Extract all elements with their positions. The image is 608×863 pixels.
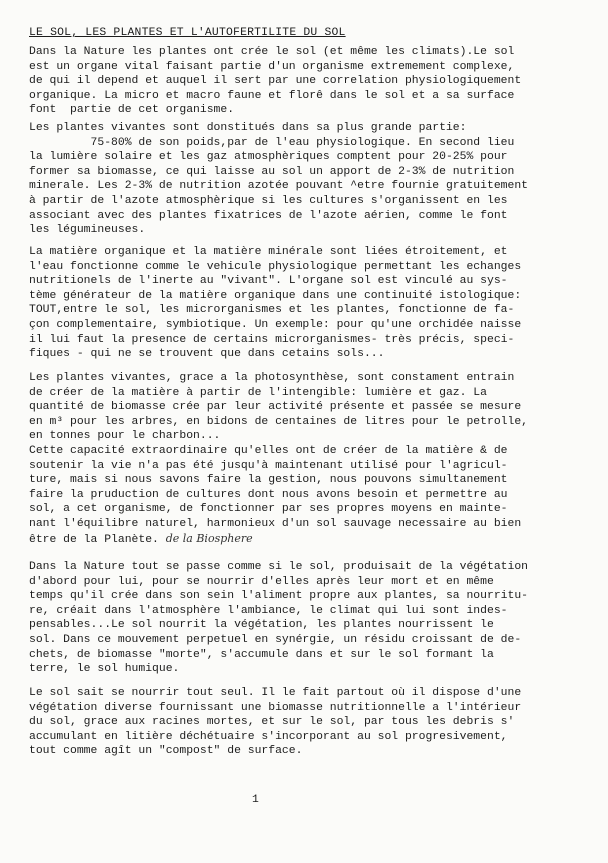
text-line: sol. Dans ce mouvement perpetuel en synérgie, un résidu croissant de de- — [29, 633, 522, 646]
text-line: minerale. Les 2-3% de nutrition azotée pouvant ^etre fournie gratuitement — [29, 180, 528, 193]
text-line: d'abord pour lui, pour se nourrir d'elles après leur mort et en même — [29, 575, 494, 588]
text-line: terre, le sol humique. — [29, 663, 180, 676]
page-number: 1 — [252, 794, 259, 806]
text-line: la lumière solaire et les gaz atmosphèriques comptent pour 20-25% pour — [29, 151, 508, 164]
handwritten-note: de la Biosphere — [165, 531, 253, 545]
text-line: fiques - qui ne se trouvent que dans cetains sols... — [29, 348, 385, 361]
text-line: nutritionels de l'inerte au "vivant". L'organe sol est vinculé au sys- — [29, 275, 508, 288]
text-line: en tonnes pour le charbon... — [29, 430, 221, 443]
text-line: à partir de l'azote atmosphèrique si les cultures s'organissent en les — [29, 194, 508, 207]
text-line: pensables...Le sol nourrit la végétation, les plantes nourrissent le — [29, 619, 494, 632]
paragraph-5 — [29, 560, 590, 677]
text-line: 75-80% de son poids,par de l'eau physiologique. En second lieu — [29, 136, 515, 149]
text-line: sol, a cet organisme, de fonctionner par ses propres moyens en mainte- — [29, 503, 508, 516]
paragraph-3 — [29, 245, 590, 362]
text-line: soutenir la vie n'a pas été jusqu'à maintenant utilisé pour l'agricul- — [29, 459, 508, 472]
text-line: temps qu'il crée dans son sein l'aliment propre aux plantes, sa nourritu- — [29, 590, 528, 603]
text-line: associant avec des plantes fixatrices de l'azote aérien, comme le font — [29, 209, 508, 222]
text-line: du sol, grace aux racines mortes, et sur le sol, par tous les debris s' — [29, 716, 515, 729]
text-line: tème générateur de la matière organique dans une continuité istologique: — [29, 289, 522, 302]
text-line: Cette capacité extraordinaire qu'elles ont de créer de la matière & de — [29, 444, 508, 457]
text-line: Le sol sait se nourrir tout seul. Il le fait partout où il dispose d'une — [29, 687, 522, 699]
text-line: est un organe vital faisant partie d'un organisme extremement complexe, — [29, 60, 515, 73]
text-line: faire la pruduction de cultures dont nous avons besoin et permettre au — [29, 488, 508, 501]
text-line: çon complementaire, symbiotique. Un exemple: pour qu'une orchidée naisse — [29, 318, 522, 331]
text-line: de créer de la matière à partir de l'intengible: lumière et gaz. La — [29, 386, 487, 399]
paragraph-4 — [29, 371, 590, 546]
paragraph-1 — [29, 45, 590, 118]
document-title: LE SOL, LES PLANTES ET L'AUTOFERTILITE DU SOL — [29, 27, 346, 39]
text-line: végétation diverse fournissant une biomasse nutritionnelle a l'intérieur — [29, 701, 522, 714]
text-line: il lui faut la presence de certains microrganismes- très précis, speci- — [29, 333, 515, 346]
text-line: de qui il depend et auquel il sert par une correlation physiologiquement — [29, 75, 522, 88]
text-line: nant l'équilibre naturel, harmonieux d'un sol sauvage necessaire au bien — [29, 517, 522, 530]
text-line: Dans la Nature tout se passe comme si le sol, produisait de la végétation — [29, 561, 528, 573]
text-line: tout comme agît un "compost" de surface. — [29, 745, 303, 758]
text-line: former sa biomasse, ce qui laisse au sol un apport de 2-3% de nutrition — [29, 165, 515, 178]
text-line: organique. La micro et macro faune et florê dans le sol et a sa surface — [29, 89, 515, 102]
text-line: Les plantes vivantes sont donstitués dans sa plus grande partie: — [29, 122, 467, 134]
text-line: re, créait dans l'atmosphère l'ambiance, le climat qui lui sont indes- — [29, 604, 508, 617]
text-line: être de la Planète. — [29, 533, 159, 546]
paragraph-2 — [29, 121, 590, 238]
text-line: quantité de biomasse crée par leur activité présente et passée se mesure — [29, 401, 522, 414]
text-line: Dans la Nature les plantes ont crée le sol (et même les climats).Le sol — [29, 46, 515, 58]
text-line: Les plantes vivantes, grace a la photosynthèse, sont constament entrain — [29, 372, 515, 384]
text-line: La matière organique et la matière minérale sont liées étroitement, et — [29, 246, 508, 258]
text-line: chets, de biomasse "morte", s'accumule dans et sur le sol formant la — [29, 648, 494, 661]
text-line: accumulant en litière déchétuaire s'incorporant au sol progresivement, — [29, 730, 508, 743]
text-line: les légumineuses. — [29, 224, 146, 237]
last-line-with-note — [29, 532, 590, 547]
text-line: en m³ pour les arbres, en bidons de centaines de litres pour le petrolle, — [29, 415, 528, 428]
paragraph-6 — [29, 686, 590, 759]
text-line: ture, mais si nous savons faire la gestion, nous pouvons simultanement — [29, 474, 508, 487]
text-line: font partie de cet organisme. — [29, 104, 235, 117]
text-line: l'eau fonctionne comme le vehicule physiologique permettant les echanges — [29, 260, 522, 273]
text-line: TOUT,entre le sol, les microrganismes et les plantes, fonctionne de fa- — [29, 304, 515, 317]
